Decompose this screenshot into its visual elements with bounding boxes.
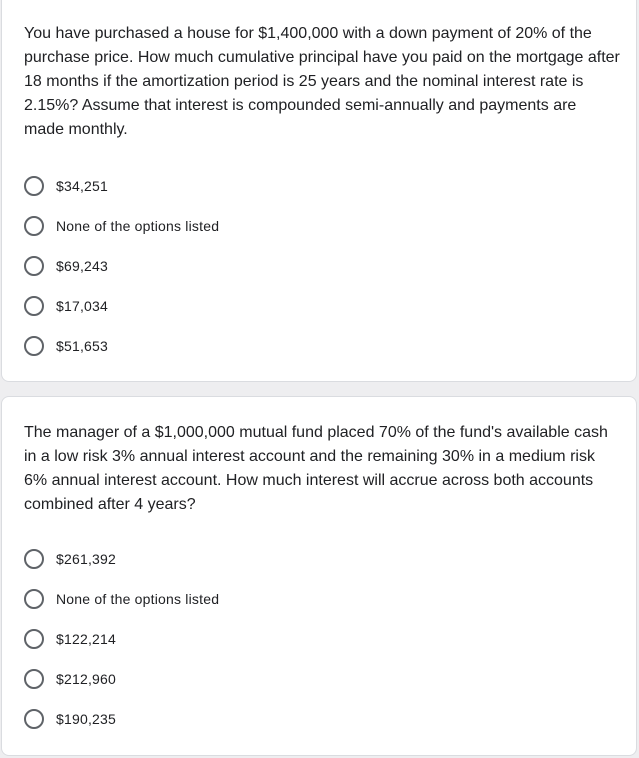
option-label: None of the options listed [56,218,220,234]
answer-option[interactable] [24,206,219,246]
question-card-2 [1,396,637,756]
answer-option[interactable] [24,619,219,659]
option-label: $261,392 [56,551,116,567]
radio-button[interactable] [24,549,44,569]
answer-option[interactable] [24,539,219,579]
option-label: $190,235 [56,711,116,727]
radio-button[interactable] [24,336,44,356]
option-label: $69,243 [56,258,109,274]
option-label: $122,214 [56,631,116,647]
answer-option[interactable] [24,166,219,206]
radio-button[interactable] [24,176,44,196]
radio-button[interactable] [24,256,44,276]
radio-button[interactable] [24,216,44,236]
radio-button[interactable] [24,589,44,609]
answer-option[interactable] [24,659,219,699]
radio-button[interactable] [24,629,44,649]
answer-option[interactable] [24,579,219,619]
radio-button[interactable] [24,669,44,689]
option-label: $51,653 [56,338,109,354]
answer-options [24,539,219,739]
question-card-1 [1,0,637,382]
radio-button[interactable] [24,296,44,316]
answer-option[interactable] [24,699,219,739]
answer-option[interactable] [24,246,219,286]
question-text: The manager of a $1,000,000 mutual fund placed 70% of the fund's available cash in a low risk 3% annual interest account and the remaining 30% in a medium risk 6% annual interest account. How much interest will accrue across both accounts combined after 4 years? [24,424,608,513]
answer-option[interactable] [24,286,219,326]
option-label: None of the options listed [56,591,220,607]
option-label: $212,960 [56,671,116,687]
option-label: $17,034 [56,298,109,314]
option-label: $34,251 [56,178,109,194]
answer-option[interactable] [24,326,219,366]
answer-options [24,166,219,366]
radio-button[interactable] [24,709,44,729]
question-text: You have purchased a house for $1,400,000 with a down payment of 20% of the purchase price. How much cumulative principal have you paid on the mortgage after 18 months if the amortization period is 25 years and the nominal interest rate is 2.15%? Assume that interest is compounded semi-annually and payments are made monthly. [24,25,620,138]
